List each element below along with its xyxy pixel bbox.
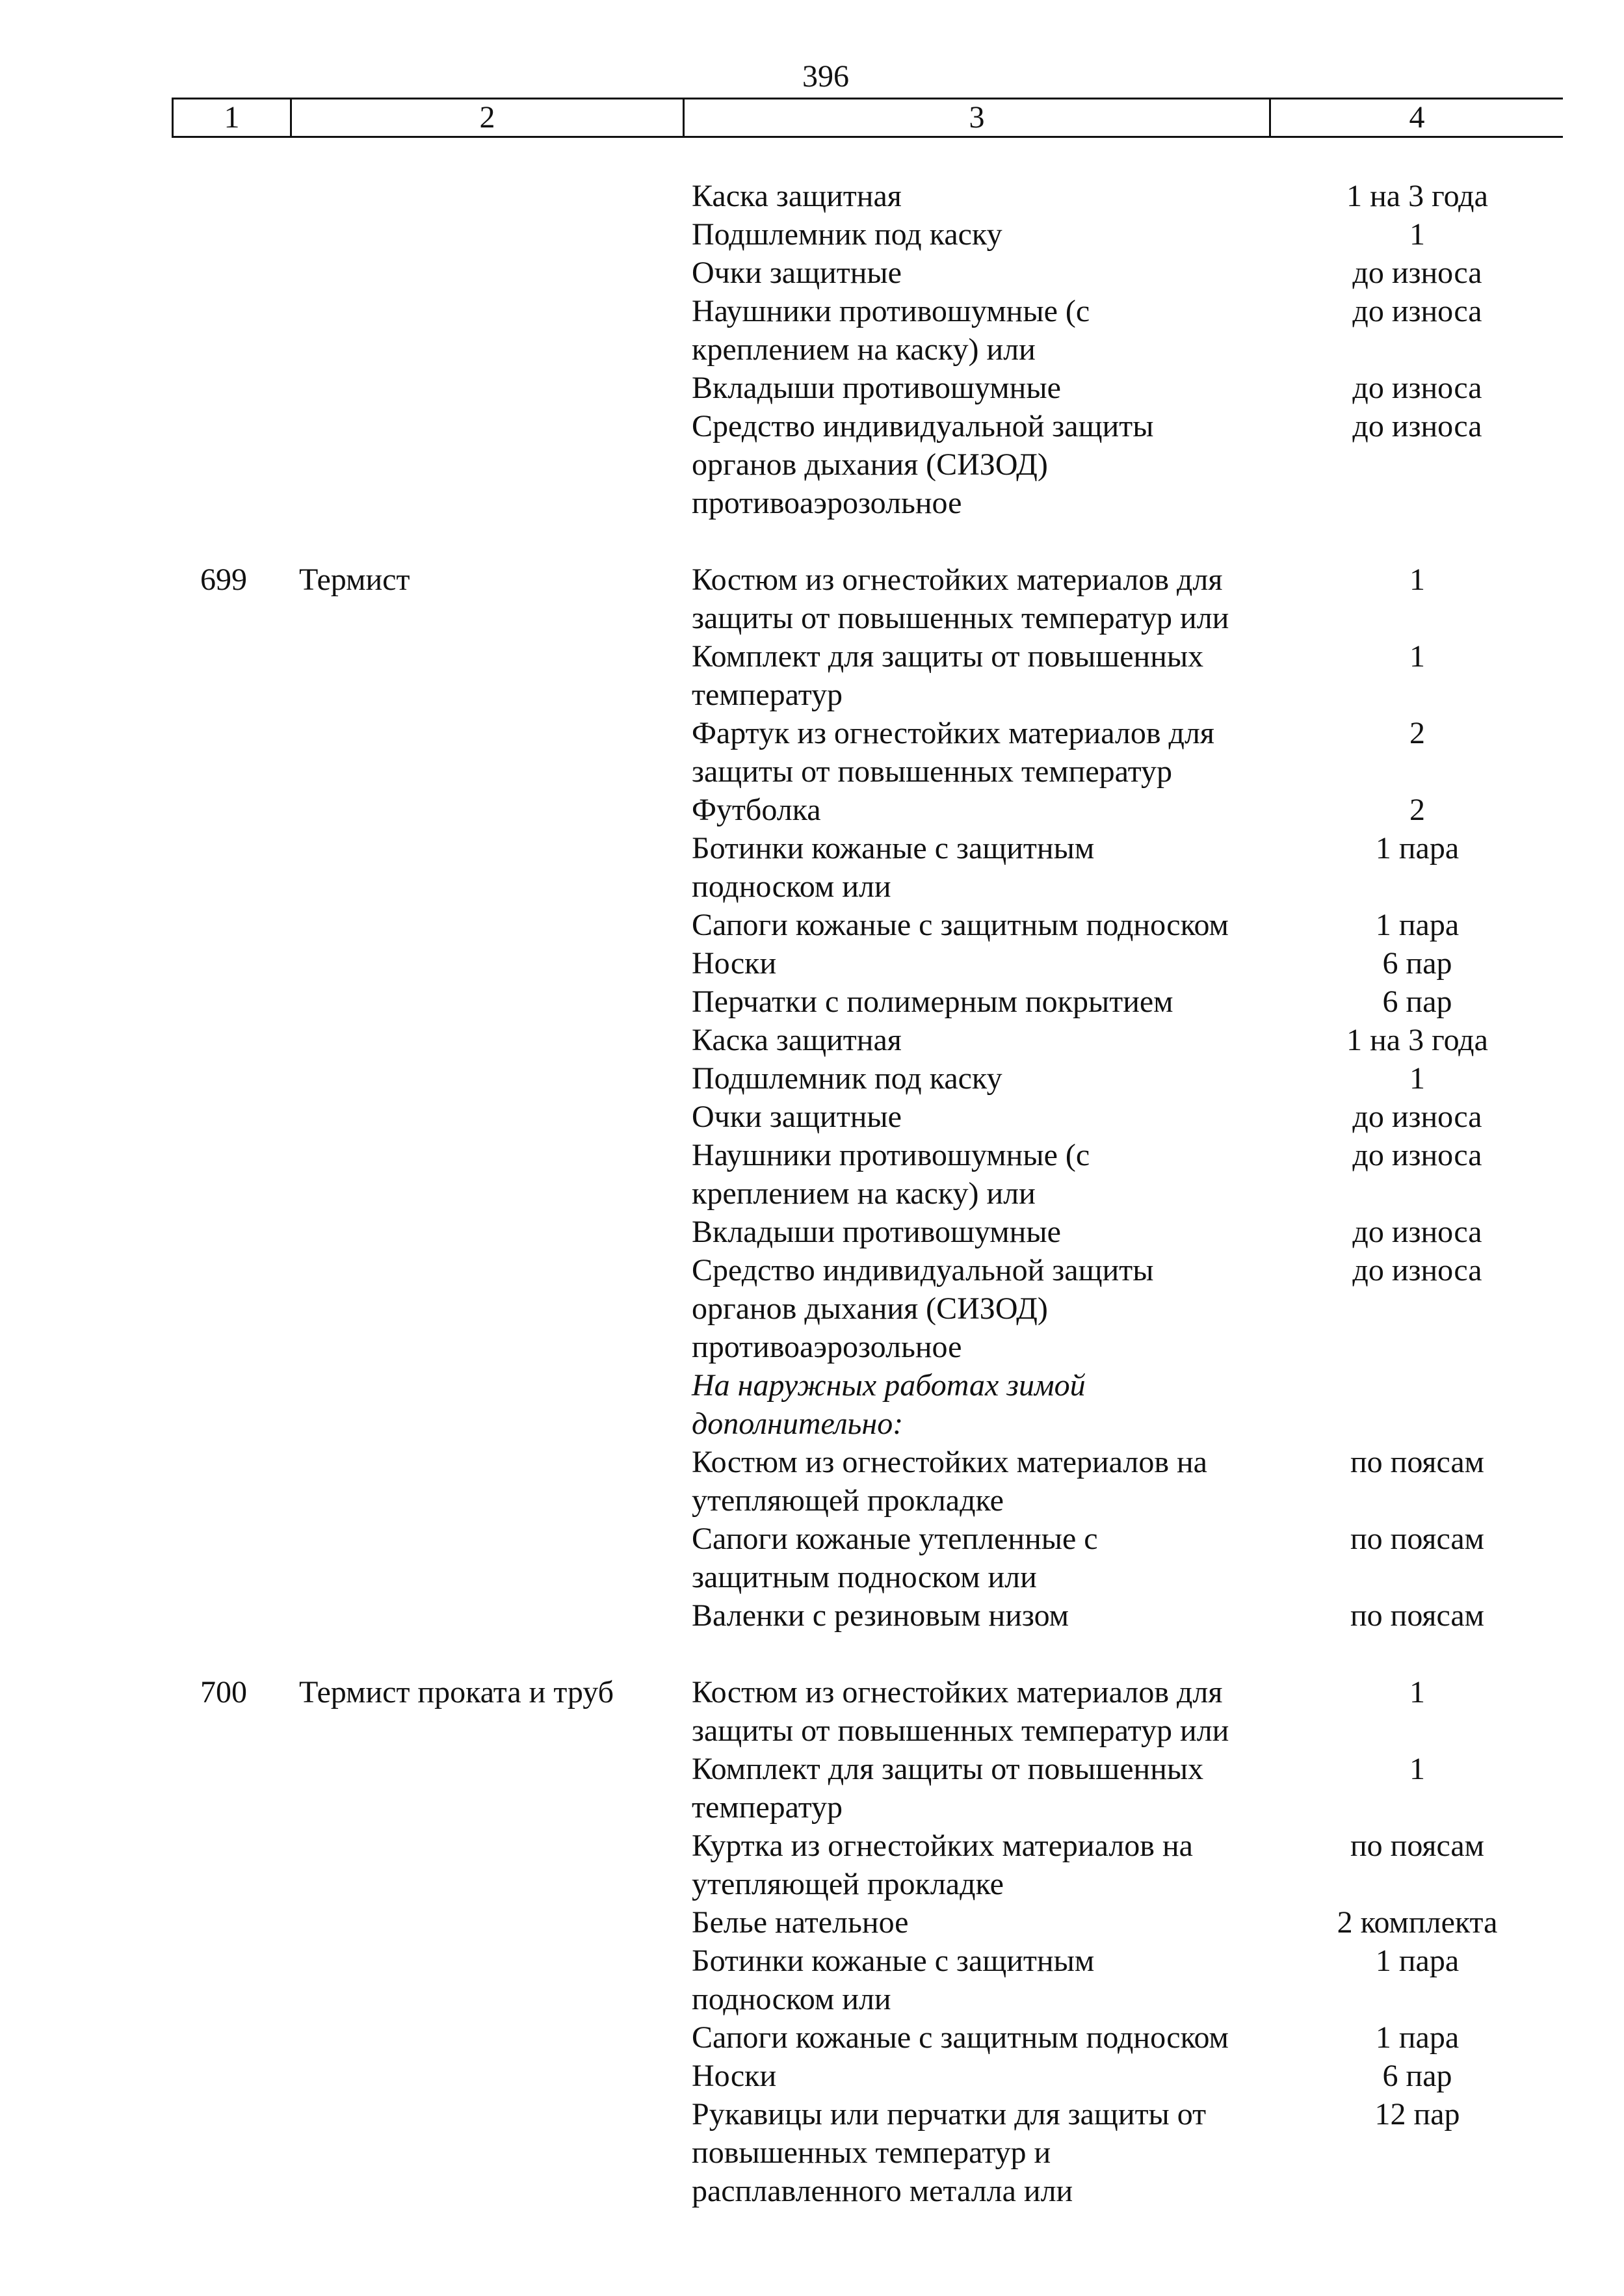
section-note: дополнительно:	[692, 1406, 904, 1441]
issue-norm: 1	[1409, 217, 1425, 252]
ppe-item-line: Вкладыши противошумные	[692, 1215, 1061, 1249]
ppe-item-line: температур	[692, 678, 843, 712]
issue-norm: 1 на 3 года	[1346, 1023, 1488, 1057]
table-header	[172, 98, 1563, 138]
ppe-item-line: Вкладыши противошумные	[692, 371, 1061, 405]
issue-norm: 1	[1409, 1061, 1425, 1096]
issue-norm: до износа	[1352, 1100, 1482, 1134]
issue-norm: по поясам	[1350, 1445, 1485, 1479]
header-cell-1: 1	[172, 99, 290, 136]
ppe-item-line: Сапоги кожаные с защитным подноском	[692, 2020, 1229, 2055]
ppe-item-line: Рукавицы или перчатки для защиты от	[692, 2097, 1207, 2131]
ppe-item-line: Костюм из огнестойких материалов для	[692, 562, 1223, 597]
ppe-item-line: повышенных температур и	[692, 2135, 1051, 2170]
ppe-item-line: защиты от повышенных температур	[692, 754, 1173, 789]
issue-norm: 1	[1409, 562, 1425, 597]
issue-norm: 1 пара	[1375, 1944, 1460, 1978]
row-number: 700	[200, 1675, 247, 1709]
ppe-item-line: креплением на каску) или	[692, 1176, 1036, 1211]
issue-norm: 12 пар	[1374, 2097, 1460, 2131]
ppe-item-line: подноском или	[692, 869, 891, 904]
row-number: 699	[200, 562, 247, 597]
ppe-item-line: Футболка	[692, 793, 821, 827]
issue-norm: до износа	[1352, 1138, 1482, 1172]
profession-name: Термист	[299, 562, 410, 597]
ppe-item-line: Подшлемник под каску	[692, 1061, 1002, 1096]
issue-norm: 1 пара	[1375, 2020, 1460, 2055]
ppe-item-line: Перчатки с полимерным покрытием	[692, 984, 1173, 1019]
ppe-item-line: утепляющей прокладке	[692, 1867, 1004, 1901]
ppe-item-line: Наушники противошумные (с	[692, 294, 1090, 328]
ppe-item-line: подноском или	[692, 1982, 891, 2016]
page-number: 396	[802, 59, 849, 94]
ppe-item-line: расплавленного металла или	[692, 2174, 1073, 2208]
ppe-item-line: креплением на каску) или	[692, 332, 1036, 367]
ppe-item-line: защиты от повышенных температур или	[692, 601, 1229, 635]
ppe-item-line: Каска защитная	[692, 1023, 902, 1057]
ppe-item-line: температур	[692, 1790, 843, 1825]
ppe-item-line: Костюм из огнестойких материалов для	[692, 1675, 1223, 1709]
issue-norm: 2	[1409, 716, 1425, 750]
ppe-item-line: Фартук из огнестойких материалов для	[692, 716, 1214, 750]
ppe-item-line: Комплект для защиты от повышенных	[692, 1752, 1204, 1786]
ppe-item-line: Комплект для защиты от повышенных	[692, 639, 1204, 674]
ppe-item-line: Наушники противошумные (с	[692, 1138, 1090, 1172]
issue-norm: 6 пар	[1382, 2059, 1452, 2093]
issue-norm: 1 пара	[1375, 831, 1460, 865]
ppe-item-line: органов дыхания (СИЗОД)	[692, 1291, 1048, 1326]
ppe-item-line: утепляющей прокладке	[692, 1483, 1004, 1518]
ppe-item-line: Очки защитные	[692, 1100, 902, 1134]
issue-norm: до износа	[1352, 1253, 1482, 1287]
issue-norm: по поясам	[1350, 1598, 1485, 1633]
issue-norm: по поясам	[1350, 1828, 1485, 1863]
ppe-item-line: Носки	[692, 2059, 777, 2093]
issue-norm: 1 пара	[1375, 908, 1460, 942]
ppe-item-line: Ботинки кожаные с защитным	[692, 831, 1095, 865]
issue-norm: 1 на 3 года	[1346, 179, 1488, 213]
issue-norm: до износа	[1352, 294, 1482, 328]
header-cell-2: 2	[290, 99, 683, 136]
header-cell-4: 4	[1269, 99, 1563, 136]
issue-norm: 2 комплекта	[1337, 1905, 1498, 1940]
ppe-item-line: Очки защитные	[692, 256, 902, 290]
ppe-item-line: Подшлемник под каску	[692, 217, 1002, 252]
ppe-item-line: противоаэрозольное	[692, 1330, 962, 1364]
ppe-item-line: Сапоги кожаные утепленные с	[692, 1522, 1098, 1556]
ppe-item-line: Белье нательное	[692, 1905, 909, 1940]
profession-name: Термист проката и труб	[299, 1675, 614, 1709]
issue-norm: 6 пар	[1382, 984, 1452, 1019]
issue-norm: до износа	[1352, 1215, 1482, 1249]
issue-norm: 1	[1409, 639, 1425, 674]
ppe-item-line: Каска защитная	[692, 179, 902, 213]
ppe-item-line: Ботинки кожаные с защитным	[692, 1944, 1095, 1978]
section-note: На наружных работах зимой	[692, 1368, 1086, 1403]
ppe-item-line: Средство индивидуальной защиты	[692, 1253, 1154, 1287]
header-cell-3: 3	[683, 99, 1269, 136]
ppe-item-line: защитным подноском или	[692, 1560, 1037, 1594]
ppe-item-line: Сапоги кожаные с защитным подноском	[692, 908, 1229, 942]
issue-norm: 1	[1409, 1675, 1425, 1709]
ppe-item-line: Валенки с резиновым низом	[692, 1598, 1069, 1633]
issue-norm: 2	[1409, 793, 1425, 827]
issue-norm: по поясам	[1350, 1522, 1485, 1556]
ppe-item-line: защиты от повышенных температур или	[692, 1713, 1229, 1748]
issue-norm: до износа	[1352, 256, 1482, 290]
issue-norm: 6 пар	[1382, 946, 1452, 981]
ppe-item-line: Куртка из огнестойких материалов на	[692, 1828, 1193, 1863]
issue-norm: 1	[1409, 1752, 1425, 1786]
ppe-item-line: Средство индивидуальной защиты	[692, 409, 1154, 443]
issue-norm: до износа	[1352, 371, 1482, 405]
issue-norm: до износа	[1352, 409, 1482, 443]
ppe-item-line: противоаэрозольное	[692, 486, 962, 520]
ppe-item-line: органов дыхания (СИЗОД)	[692, 447, 1048, 482]
ppe-item-line: Костюм из огнестойких материалов на	[692, 1445, 1207, 1479]
ppe-item-line: Носки	[692, 946, 777, 981]
